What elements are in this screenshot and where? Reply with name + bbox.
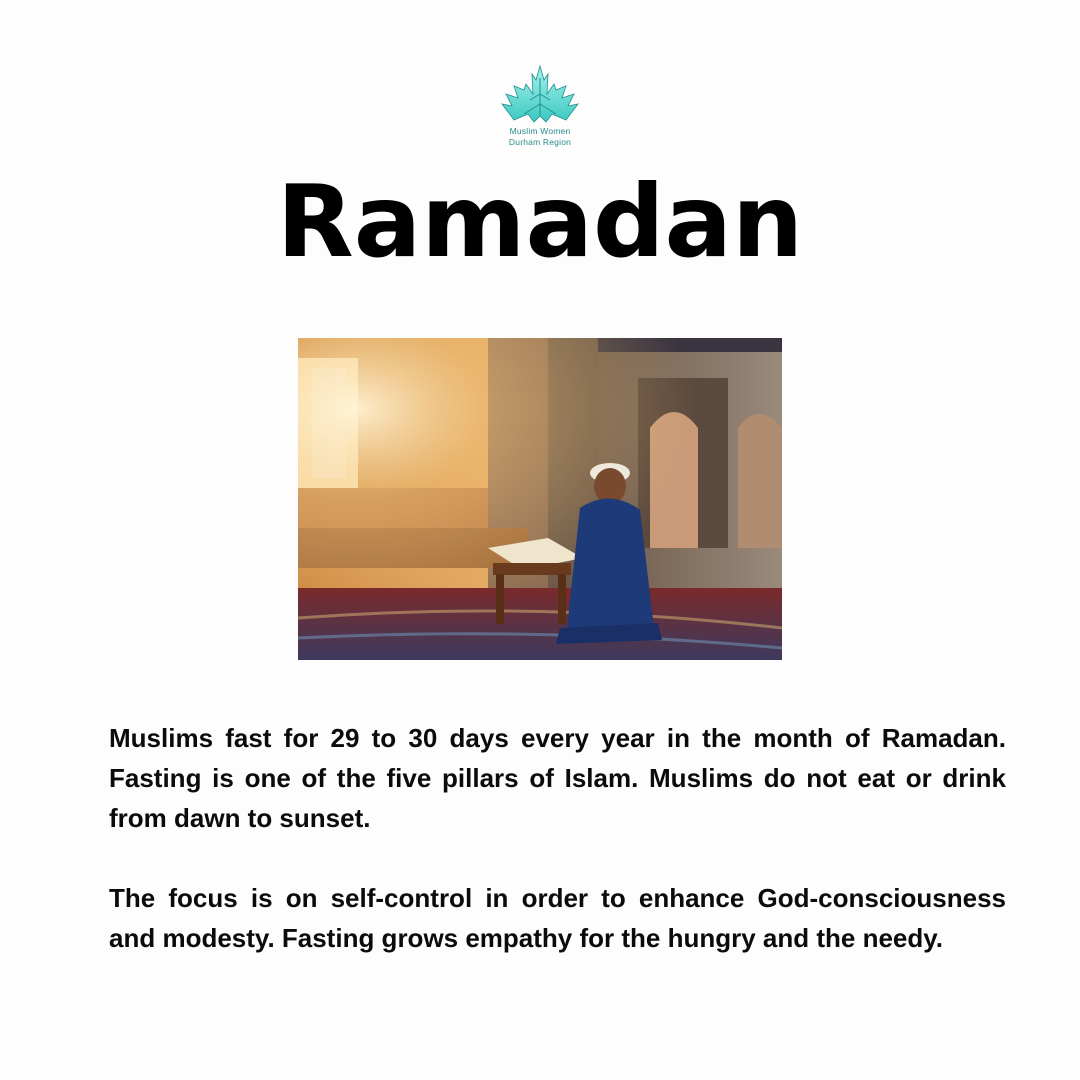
praying-boy-mosque-image xyxy=(298,338,782,660)
paragraph-fasting-overview: Muslims fast for 29 to 30 days every year in the month of Ramadan. Fasting is one of the five pillars of Islam. Muslims do not eat or drink from dawn to sunset. xyxy=(109,723,1006,833)
paragraph-fasting-focus: The focus is on self-control in order to enhance God-consciousness and modesty. Fasting grows empathy for the hungry and the needy. xyxy=(109,883,1006,953)
page-title: Ramadan xyxy=(276,163,804,280)
logo-line-2: Durham Region xyxy=(508,137,572,147)
maple-leaf-icon xyxy=(490,64,590,126)
logo-line-1: Muslim Women xyxy=(509,126,571,136)
organization-logo xyxy=(490,64,590,154)
